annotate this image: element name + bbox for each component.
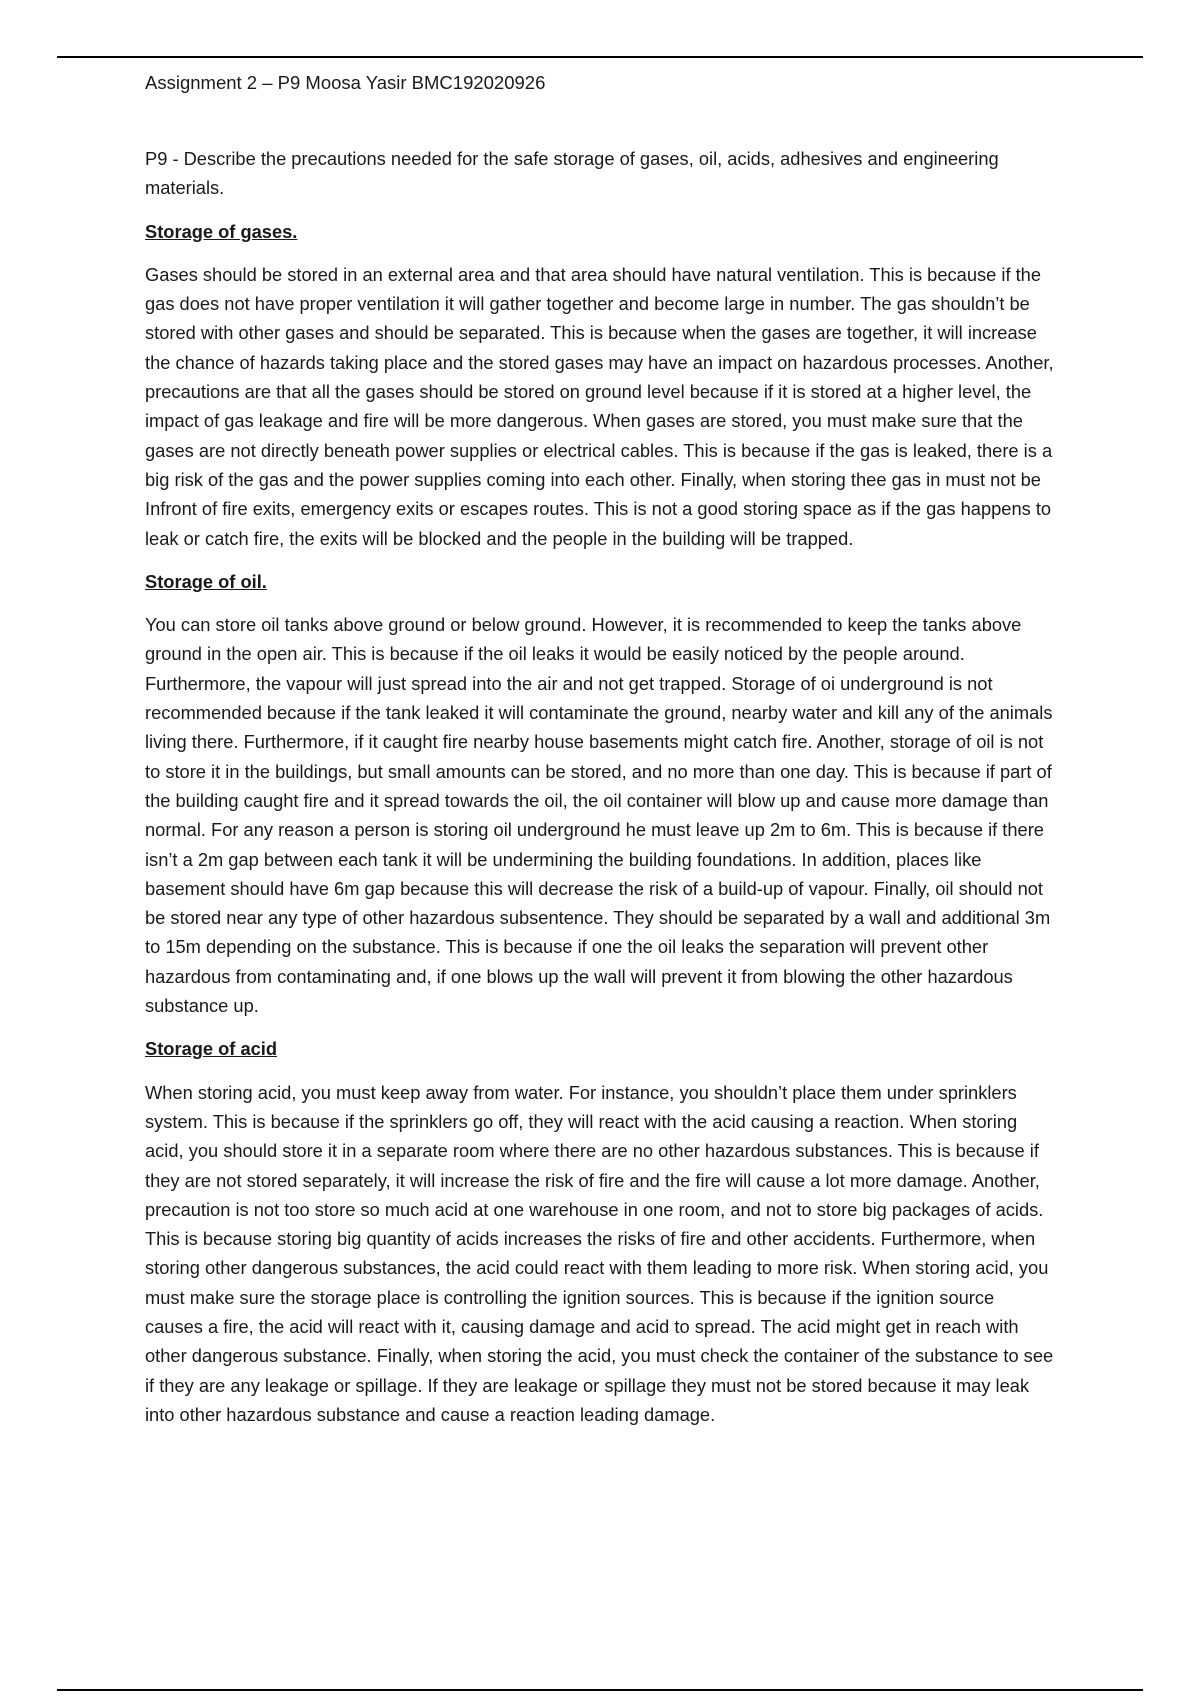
page-header: Assignment 2 – P9 Moosa Yasir BMC192020926: [145, 72, 546, 93]
section-body-acid: When storing acid, you must keep away from water. For instance, you shouldn’t place them under sprinklers system. This is because if the sprinklers go off, they will react with the acid causing a reaction. When storing acid, you should store it in a separate room where there are no other hazardous substances. This is because if they are not stored separately, it will increase the risk of fire and the fire will cause a lot more damage. Another, precaution is not too store so much acid at one warehouse in one room, and not to store big packages of acids. This is because storing big quantity of acids increases the risks of fire and other accidents. Furthermore, when storing other dangerous substances, the acid could react with them leading to more risk. When storing acid, you must make sure the storage place is controlling the ignition sources. This is because if the ignition source causes a fire, the acid will react with it, causing damage and acid to spread. The acid might get in reach with other dangerous substance. Finally, when storing the acid, you must check the container of the substance to see if they are any leakage or spillage. If they are leakage or spillage they must not be stored because it may leak into other hazardous substance and cause a reaction leading damage.: [145, 1081, 1054, 1425]
section-heading-oil: Storage of oil.: [145, 570, 267, 592]
document-body: [145, 144, 1055, 1443]
header-divider: [57, 56, 1143, 58]
section-heading-gases: Storage of gases.: [145, 220, 298, 242]
section-heading-acid: Storage of acid: [145, 1038, 278, 1060]
intro-paragraph: P9 - Describe the precautions needed for the safe storage of gases, oil, acids, adhesives and engineering materials.: [145, 148, 999, 199]
section-body-gases: Gases should be stored in an external area and that area should have natural ventilation. This is because if the gas does not have proper ventilation it will gather together and become large in number. The gas shouldn’t be stored with other gases and should be separated. This is because when the gases are together, it will increase the chance of hazards taking place and the stored gases may have an impact on hazardous processes. Another, precautions are that all the gases should be stored on ground level because if it is stored at a higher level, the impact of gas leakage and fire will be more dangerous. When gases are stored, you must make sure that the gases are not directly beneath power supplies or electrical cables. This is because if the gas is leaked, there is a big risk of the gas and the power supplies coming into each other. Finally, when storing thee gas in must not be Infront of fire exits, emergency exits or escapes routes. This is not a good storing space as if the gas happens to leak or catch fire, the exits will be blocked and the people in the building will be trapped.: [145, 263, 1054, 549]
footer-divider: [57, 1689, 1143, 1691]
section-body-oil: You can store oil tanks above ground or below ground. However, it is recommended to keep the tanks above ground in the open air. This is because if the oil leaks it would be easily noticed by the people around. Furthermore, the vapour will just spread into the air and not get trapped. Storage of oi underground is not recommended because if the tank leaked it will contaminate the ground, nearby water and kill any of the animals living there. Furthermore, if it caught fire nearby house basements might catch fire. Another, storage of oil is not to store it in the buildings, but small amounts can be stored, and no more than one day. This is because if part of the building caught fire and it spread towards the oil, the oil container will blow up and cause more damage than normal. For any reason a person is storing oil underground he must leave up 2m to 6m. This is because if there isn’t a 2m gap between each tank it will be undermining the building foundations. In addition, places like basement should have 6m gap because this will decrease the risk of a build-up of vapour. Finally, oil should not be stored near any type of other hazardous subsentence. They should be separated by a wall and additional 3m to 15m depending on the substance. This is because if one the oil leaks the separation will prevent other hazardous from contaminating and, if one blows up the wall will prevent it from blowing the other hazardous substance up.: [145, 614, 1053, 1017]
